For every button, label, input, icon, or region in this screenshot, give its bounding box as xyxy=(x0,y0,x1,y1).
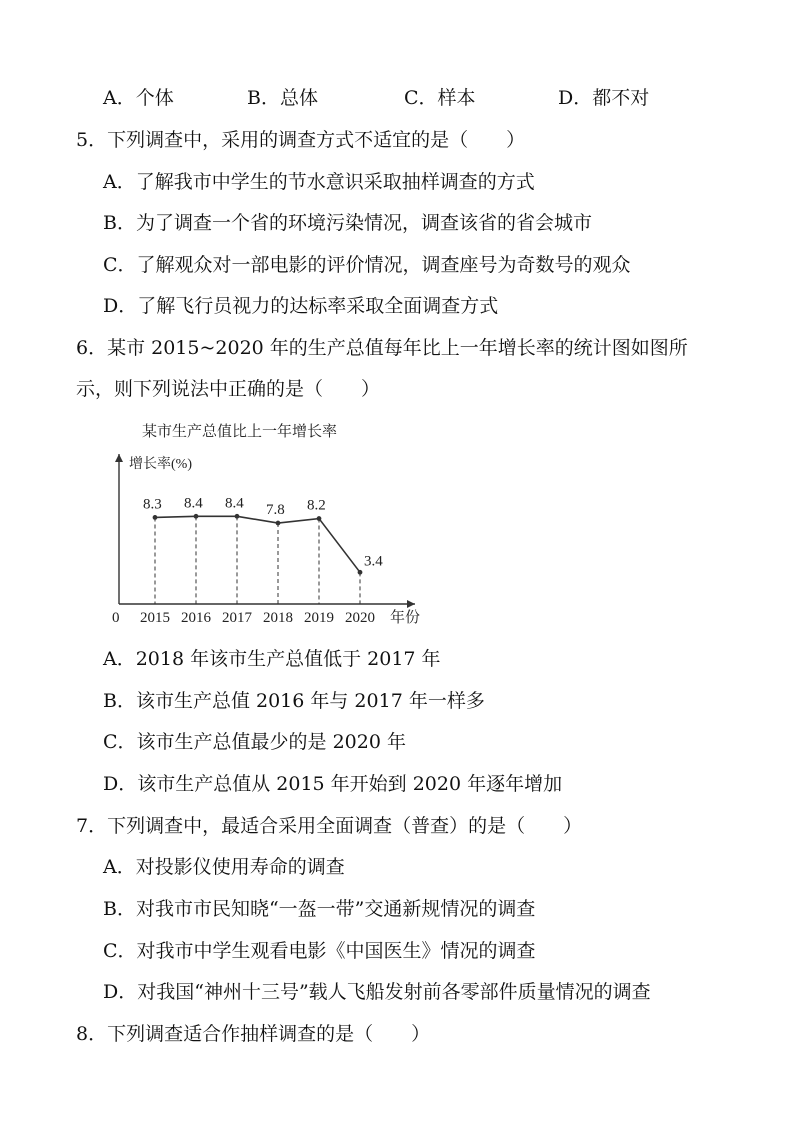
chart-x-tick-label-2020: 2020 xyxy=(345,610,375,626)
q6-option-d: D．该市生产总值从 2015 年开始到 2020 年逐年增加 xyxy=(103,773,563,795)
chart-x-tick-label-2015: 2015 xyxy=(140,610,170,626)
chart-x-tick-label-2018: 2018 xyxy=(263,610,293,626)
q4-option-b: B．总体 xyxy=(247,87,318,109)
q4-option-a: A．个体 xyxy=(103,87,174,109)
q7-stem: 7．下列调查中，最适合采用全面调查（普查）的是（ ） xyxy=(76,815,583,837)
chart-series-line xyxy=(155,516,360,572)
q5-stem: 5．下列调查中，采用的调查方式不适宜的是（ ） xyxy=(76,129,526,151)
q4-options xyxy=(0,86,794,110)
growth-rate-chart-svg xyxy=(105,418,435,628)
q5-option-d: D．了解飞行员视力的达标率采取全面调查方式 xyxy=(103,295,499,317)
chart-point-2020 xyxy=(358,570,363,575)
chart-x-tick-label-2017: 2017 xyxy=(222,610,252,626)
chart-x-tick-label-2016: 2016 xyxy=(181,610,211,626)
chart-value-label-2016: 8.4 xyxy=(184,495,203,512)
chart-origin-label: 0 xyxy=(112,610,120,626)
chart-value-label-2015: 8.3 xyxy=(143,496,162,513)
chart-y-axis-label: 增长率(%) xyxy=(129,457,192,472)
q5-option-a: A．了解我市中学生的节水意识采取抽样调查的方式 xyxy=(103,171,535,193)
q4-option-d: D．都不对 xyxy=(558,87,650,109)
chart-x-axis-label: 年份 xyxy=(390,610,421,626)
chart-point-2017 xyxy=(235,514,240,519)
chart-point-2015 xyxy=(153,515,158,520)
chart-value-label-2020: 3.4 xyxy=(364,553,383,570)
q5-option-b: B．为了调查一个省的环境污染情况，调查该省的省会城市 xyxy=(103,212,592,234)
q4-option-c: C．样本 xyxy=(404,87,476,109)
q7-option-d: D．对我国“神州十三号”载人飞船发射前各零部件质量情况的调查 xyxy=(103,981,651,1003)
chart-value-label-2018: 7.8 xyxy=(266,502,285,519)
growth-rate-chart xyxy=(105,418,435,628)
q6-option-b: B．该市生产总值 2016 年与 2017 年一样多 xyxy=(103,690,485,712)
chart-point-2019 xyxy=(317,516,322,521)
q6-stem-line1: 6．某市 2015~2020 年的生产总值每年比上一年增长率的统计图如图所 xyxy=(76,337,688,359)
q7-option-b: B．对我市市民知晓“一盔一带”交通新规情况的调查 xyxy=(103,898,536,920)
q7-option-a: A．对投影仪使用寿命的调查 xyxy=(103,856,345,878)
chart-point-2018 xyxy=(276,521,281,526)
chart-title: 某市生产总值比上一年增长率 xyxy=(142,424,338,440)
chart-value-label-2017: 8.4 xyxy=(225,495,244,512)
chart-y-axis-arrow xyxy=(115,454,123,462)
q8-stem: 8．下列调查适合作抽样调查的是（ ） xyxy=(76,1023,431,1045)
q6-option-a: A．2018 年该市生产总值低于 2017 年 xyxy=(103,648,441,670)
q7-option-c: C．对我市中学生观看电影《中国医生》情况的调查 xyxy=(103,940,536,962)
chart-point-2016 xyxy=(194,514,199,519)
chart-x-axis-arrow xyxy=(407,600,415,608)
q6-stem-line2: 示，则下列说法中正确的是（ ） xyxy=(76,378,381,400)
chart-x-tick-label-2019: 2019 xyxy=(304,610,334,626)
q6-option-c: C．该市生产总值最少的是 2020 年 xyxy=(103,731,406,753)
q5-option-c: C．了解观众对一部电影的评价情况，调查座号为奇数号的观众 xyxy=(103,254,631,276)
chart-value-label-2019: 8.2 xyxy=(307,497,326,514)
